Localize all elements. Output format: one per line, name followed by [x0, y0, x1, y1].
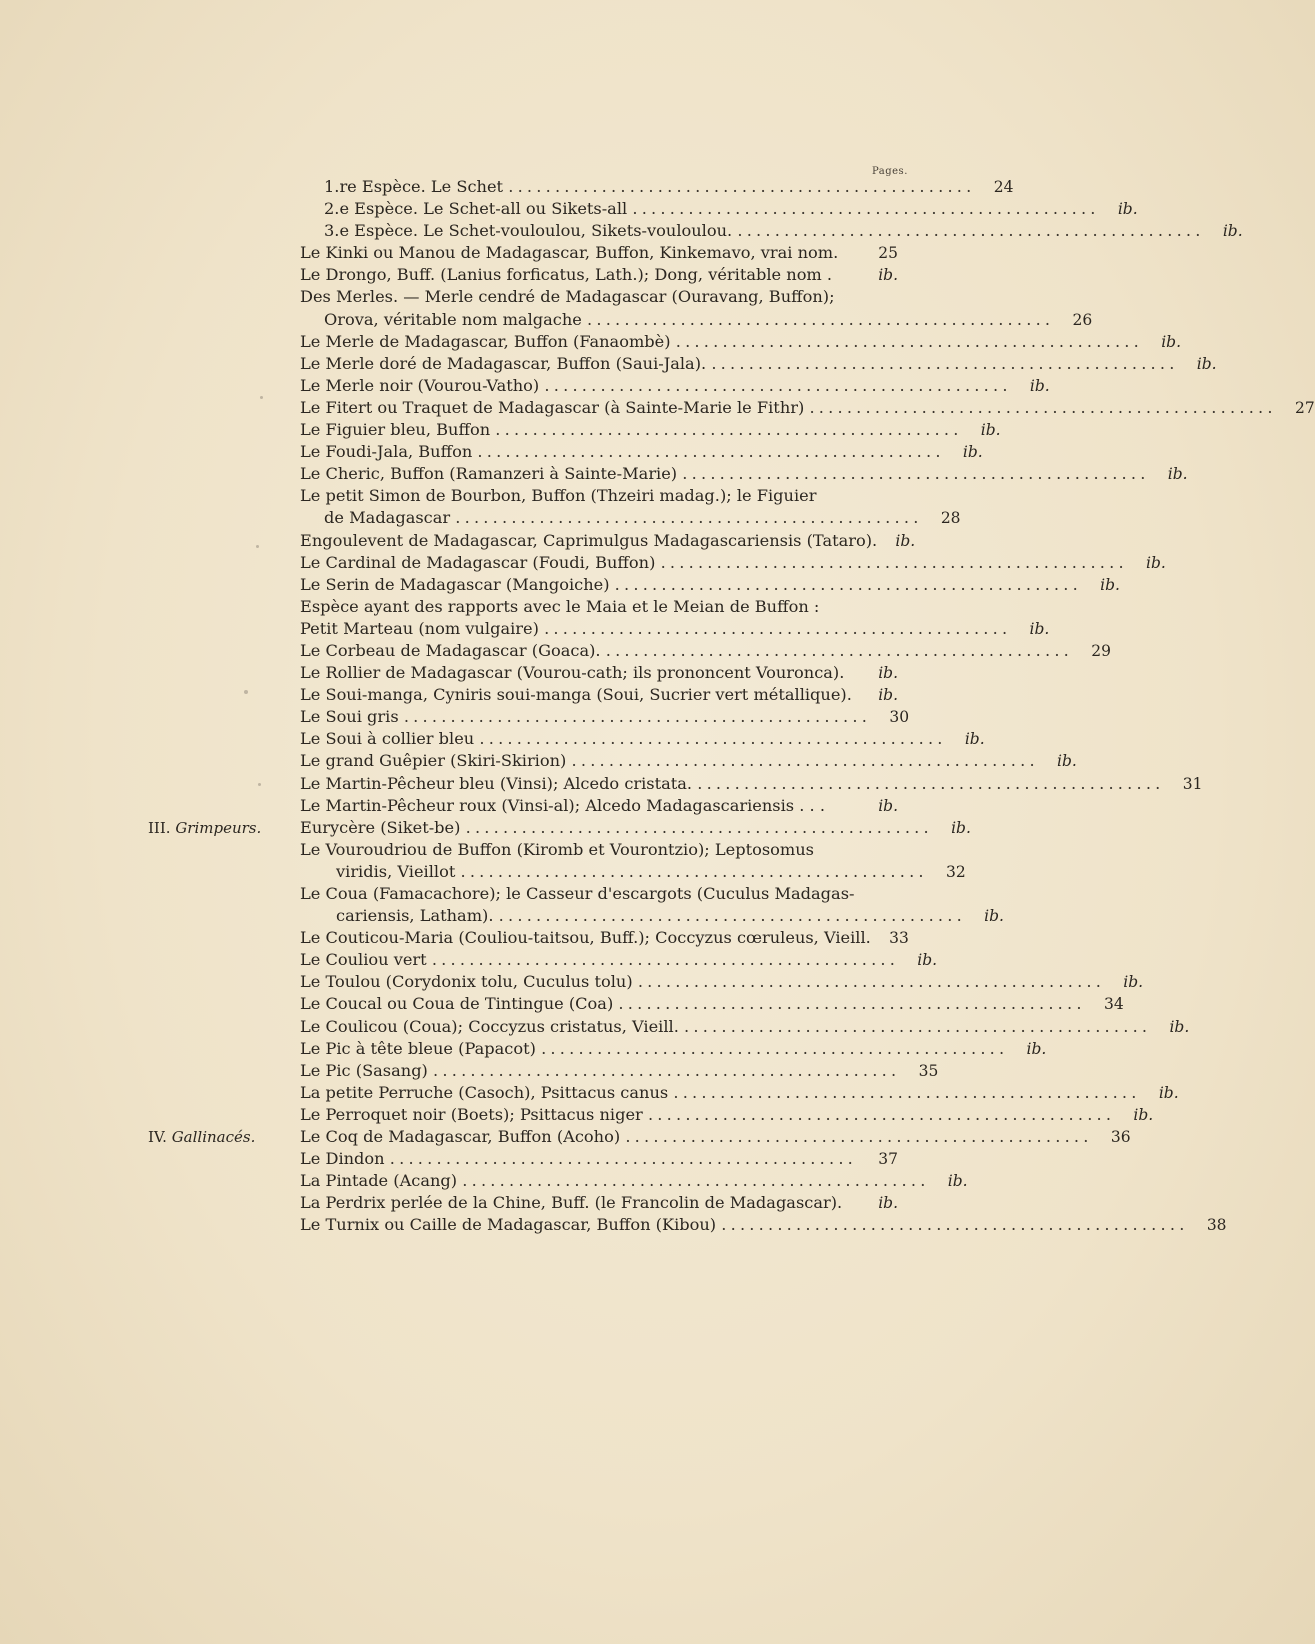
toc-entry — [148, 861, 966, 883]
page-number: ib. — [962, 443, 983, 462]
page-number: 31 — [1182, 774, 1203, 793]
page-number: 36 — [1110, 1128, 1131, 1147]
entry-text: cariensis, Latham). .................................................. — [336, 906, 966, 926]
paper-speck — [260, 396, 263, 399]
entry-text: La Pintade (Acang) .................................................. — [300, 1171, 930, 1191]
page-number: 34 — [1103, 995, 1124, 1014]
page-number: ib. — [1100, 575, 1120, 594]
page-number: ib. — [878, 686, 898, 705]
toc-entry — [148, 1126, 1131, 1148]
entry-text: Le Foudi-Jala, Buffon .................................................. — [300, 442, 945, 462]
entry-text: Des Merles. — Merle cendré de Madagascar (Ouravang, Buffon); — [300, 287, 835, 307]
toc-entry — [148, 684, 898, 706]
toc-entry — [148, 552, 1166, 574]
entry-text: Le Soui à collier bleu .................................................. — [300, 729, 947, 749]
page-number: 27 — [1295, 398, 1315, 417]
page-number: ib. — [947, 1172, 968, 1191]
toc-entry — [148, 640, 1112, 662]
page-number: ib. — [878, 1194, 898, 1213]
entry-text: Le Serin de Madagascar (Mangoiche) .................................................. — [300, 574, 1082, 594]
toc-entry — [148, 331, 1181, 353]
entry-text: Le Fitert ou Traquet de Madagascar (à Sainte-Marie le Fithr) .................................................. — [300, 397, 1277, 417]
paper-speck — [258, 783, 261, 786]
toc-entry — [148, 485, 898, 507]
entry-text: Le Dindon .................................................. — [300, 1149, 858, 1169]
toc-entry — [148, 286, 898, 308]
page-number: ib. — [878, 796, 898, 815]
toc-entry — [148, 375, 1050, 397]
table-of-contents — [148, 176, 1315, 1237]
entry-text: Le Coucal ou Coua de Tintingue (Coa) .................................................. — [300, 994, 1086, 1014]
toc-entry — [148, 463, 1188, 485]
toc-entry — [148, 220, 1243, 242]
entry-text: Le Martin-Pêcheur roux (Vinsi-al); Alcedo Madagascariensis . . . — [300, 795, 825, 815]
page-number: ib. — [951, 818, 971, 837]
toc-entry — [148, 817, 971, 839]
page-number: ib. — [1167, 465, 1188, 484]
entry-text: Engoulevent de Madagascar, Caprimulgus Madagascariensis (Tataro). — [300, 530, 878, 550]
page-number: ib. — [1158, 1083, 1179, 1102]
entry-text: viridis, Vieillot .................................................. — [336, 861, 928, 881]
toc-entry — [148, 574, 1120, 596]
entry-text: 3.e Espèce. Le Schet-vouloulou, Sikets-vouloulou. .................................................. — [324, 221, 1205, 241]
toc-entry — [148, 353, 1217, 375]
toc-entry — [148, 397, 1315, 419]
entry-text: 2.e Espèce. Le Schet-all ou Sikets-all .................................................. — [324, 199, 1100, 219]
entry-text: Le Cardinal de Madagascar (Foudi, Buffon) .................................................. — [300, 552, 1128, 572]
page-number: 25 — [878, 244, 898, 263]
page-number: 26 — [1072, 310, 1093, 329]
toc-entry — [148, 927, 909, 949]
page-number: 35 — [918, 1061, 939, 1080]
entry-text: Le Rollier de Madagascar (Vourou-cath; ils prononcent Vouronca). — [300, 663, 845, 683]
page-number: ib. — [1133, 1105, 1154, 1124]
entry-text: Le Turnix ou Caille de Madagascar, Buffon (Kibou) .................................................. — [300, 1215, 1189, 1235]
paper-speck — [256, 545, 259, 548]
toc-entry — [148, 618, 1050, 640]
entry-text: La Perdrix perlée de la Chine, Buff. (le Francolin de Madagascar). — [300, 1193, 843, 1213]
page-number: 38 — [1206, 1216, 1227, 1235]
page-number: 30 — [889, 708, 910, 727]
toc-entry — [148, 1104, 1154, 1126]
entry-text: Le Coq de Madagascar, Buffon (Acoho) .................................................. — [300, 1127, 1093, 1147]
toc-entry — [148, 596, 898, 618]
toc-entry — [148, 993, 1124, 1015]
entry-text: Le Vouroudriou de Buffon (Kiromb et Vourontzio); Leptosomus — [300, 839, 814, 859]
page-number: 29 — [1091, 641, 1112, 660]
toc-entry — [148, 1060, 939, 1082]
page-number: ib. — [1196, 354, 1217, 373]
entry-text: Le Coulicou (Coua); Coccyzus cristatus, Vieill. .................................................. — [300, 1016, 1152, 1036]
toc-entry — [148, 441, 983, 463]
toc-entry — [148, 662, 898, 684]
entry-text: Le grand Guêpier (Skiri-Skirion) .................................................. — [300, 751, 1039, 771]
entry-text: Le Soui gris .................................................. — [300, 707, 872, 727]
page-number: ib. — [878, 664, 898, 683]
entry-text: Le Martin-Pêcheur bleu (Vinsi); Alcedo cristata. .................................................. — [300, 773, 1165, 793]
toc-entry — [148, 1082, 1179, 1104]
toc-entry — [148, 419, 1001, 441]
section-heading-gallinaces: IV. Gallinacés. — [148, 1128, 256, 1147]
page-number: 37 — [878, 1150, 898, 1169]
entry-text: Le Toulou (Corydonix tolu, Cuculus tolu) .................................................. — [300, 972, 1106, 992]
entry-text: 1.re Espèce. Le Schet .................................................. — [324, 177, 976, 196]
page-number: ib. — [1056, 752, 1077, 771]
toc-entry — [148, 883, 898, 905]
toc-entry — [148, 971, 1144, 993]
page-number: ib. — [1026, 1039, 1047, 1058]
page-number: ib. — [895, 531, 916, 550]
toc-entry — [148, 530, 916, 552]
page-number: ib. — [1123, 973, 1144, 992]
page-number: ib. — [1117, 200, 1138, 219]
page-number: 24 — [993, 178, 1014, 196]
entry-text: Le Merle de Madagascar, Buffon (Fanaombè) .................................................. — [300, 331, 1143, 351]
toc-entry — [148, 198, 1138, 220]
entry-text: Le Kinki ou Manou de Madagascar, Buffon, Kinkemavo, vrai nom. — [300, 243, 839, 263]
page-number: ib. — [980, 421, 1001, 440]
toc-entry — [148, 728, 985, 750]
section-heading-grimpeurs: III. Grimpeurs. — [148, 818, 262, 837]
entry-text: Le Couliou vert .................................................. — [300, 950, 900, 970]
page-number: ib. — [1146, 553, 1166, 572]
page-number: ib. — [1222, 222, 1243, 241]
toc-entry — [148, 309, 1093, 331]
entry-text: Espèce ayant des rapports avec le Maia et le Meian de Buffon : — [300, 596, 820, 616]
entry-text: Le Coua (Famacachore); le Casseur d'escargots (Cuculus Madagas- — [300, 884, 855, 903]
toc-entry — [148, 507, 961, 529]
entry-text: Le Merle doré de Madagascar, Buffon (Saui-Jala). .................................................. — [300, 353, 1179, 373]
entry-text: Le Pic (Sasang) .................................................. — [300, 1060, 901, 1080]
toc-entry — [148, 1016, 1190, 1038]
entry-text: Le Pic à tête bleue (Papacot) .................................................. — [300, 1038, 1009, 1058]
page-number: ib. — [1161, 332, 1181, 351]
entry-text: Eurycère (Siket-be) .................................................. — [300, 817, 933, 837]
page-number: ib. — [984, 907, 1004, 926]
toc-entry — [148, 176, 1014, 198]
entry-text: Le Soui-manga, Cyniris soui-manga (Soui, Sucrier vert métallique). — [300, 685, 852, 705]
page-number: 32 — [946, 862, 966, 881]
paper-speck — [244, 690, 248, 694]
entry-text: Le Cheric, Buffon (Ramanzeri à Sainte-Marie) .................................................. — [300, 464, 1150, 484]
entry-text: Le Corbeau de Madagascar (Goaca). .................................................. — [300, 640, 1074, 660]
toc-entry — [148, 795, 898, 817]
entry-text: Le Drongo, Buff. (Lanius forficatus, Lath.); Dong, véritable nom . — [300, 265, 833, 285]
page-number: 33 — [889, 929, 909, 948]
page-number: ib. — [1029, 619, 1050, 638]
page-number: ib. — [1169, 1017, 1190, 1036]
toc-entry — [148, 1148, 898, 1170]
toc-entry — [148, 1038, 1047, 1060]
entry-text: Le Perroquet noir (Boets); Psittacus niger .................................................. — [300, 1104, 1116, 1124]
toc-entry — [148, 1170, 968, 1192]
page-number: ib. — [917, 951, 938, 970]
entry-text: Le Couticou-Maria (Couliou-taitsou, Buff.); Coccyzus cœruleus, Vieill. — [300, 928, 871, 948]
page-number: ib. — [964, 730, 985, 749]
page-number: ib. — [878, 266, 898, 285]
page-number: ib. — [1029, 376, 1050, 395]
toc-entry — [148, 839, 898, 861]
pages-column-header: Pages. — [872, 166, 908, 177]
entry-text: de Madagascar .................................................. — [324, 508, 923, 528]
entry-text: Le Merle noir (Vourou-Vatho) .................................................. — [300, 375, 1012, 395]
entry-text: Le Figuier bleu, Buffon .................................................. — [300, 420, 963, 440]
toc-entry — [148, 949, 938, 971]
entry-text: Le petit Simon de Bourbon, Buffon (Thzeiri madag.); le Figuier — [300, 486, 817, 506]
toc-entry — [148, 1192, 898, 1214]
toc-entry — [148, 1214, 1227, 1236]
entry-text: La petite Perruche (Casoch), Psittacus canus .................................................. — [300, 1082, 1141, 1102]
toc-entry — [148, 264, 898, 286]
toc-entry — [148, 706, 910, 728]
toc-entry — [148, 750, 1077, 772]
toc-entry — [148, 905, 1004, 927]
toc-entry — [148, 242, 898, 264]
page-number: 28 — [940, 509, 961, 528]
entry-text: Petit Marteau (nom vulgaire) .................................................. — [300, 618, 1012, 638]
entry-text: Orova, véritable nom malgache .................................................. — [324, 309, 1055, 329]
